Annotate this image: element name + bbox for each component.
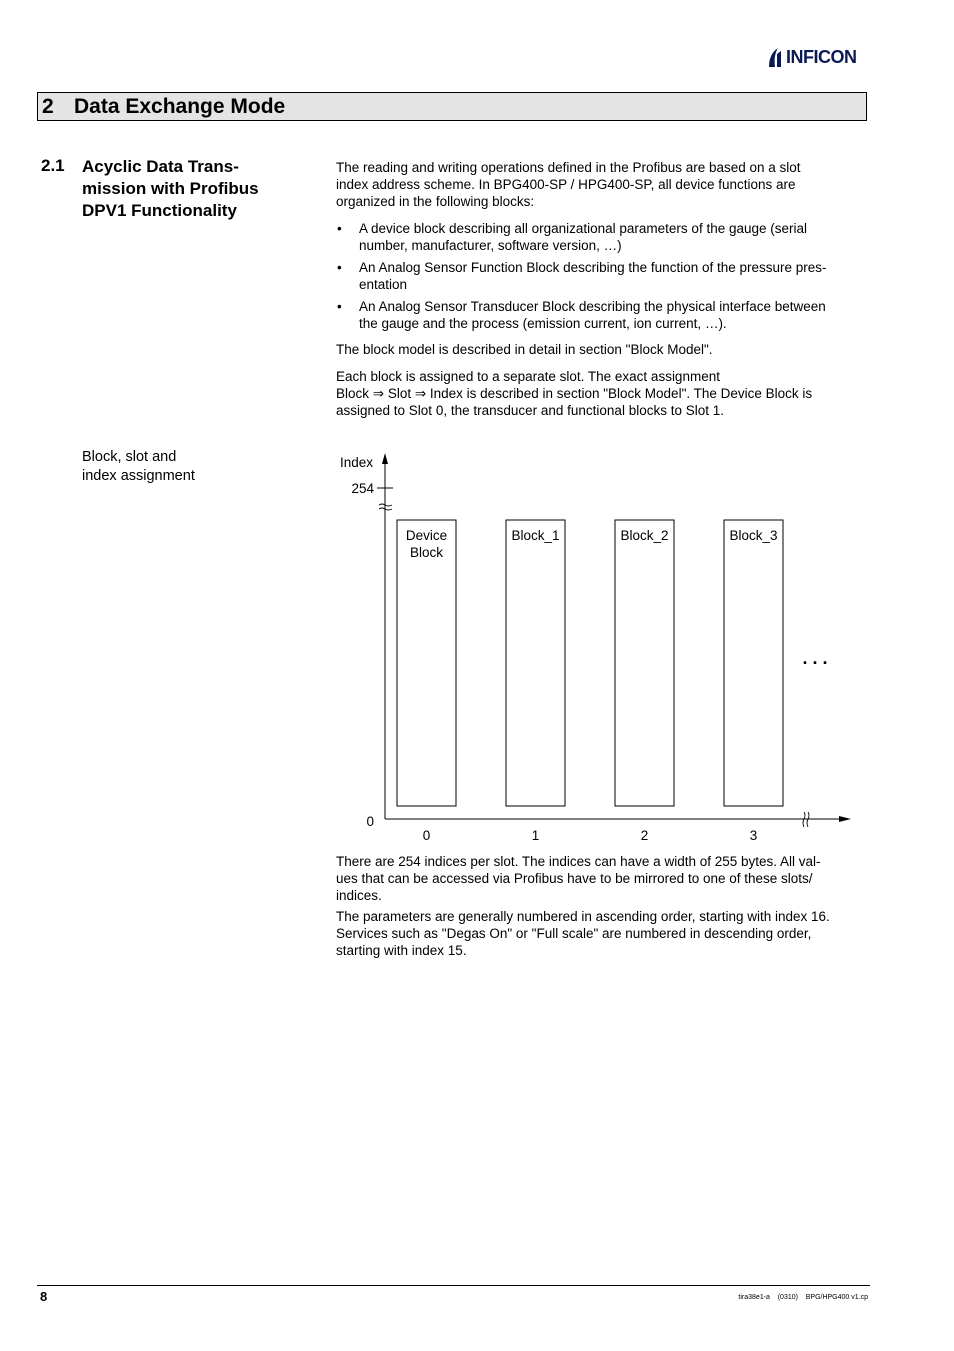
block-label: Block — [409, 545, 444, 560]
slot-index-diagram — [330, 448, 860, 848]
text-line: Each block is assigned to a separate slot. The exact assignment — [336, 369, 720, 384]
text-line: entation — [359, 277, 408, 292]
block-1 — [506, 520, 565, 806]
text-line: The reading and writing operations defined in the Profibus are based on a slot — [336, 160, 801, 175]
list-item — [336, 220, 866, 254]
text-line: index assignment — [82, 468, 195, 484]
document-reference: tira38e1-a (0310) BPG/HPG400 v1.cp — [738, 1294, 868, 1301]
numbering-paragraph — [336, 908, 866, 959]
section-title-line: Acyclic Data Trans- — [82, 157, 239, 176]
text-line: starting with index 15. — [336, 943, 467, 958]
continuation-dots: . . . — [802, 648, 828, 668]
text-line: organized in the following blocks: — [336, 194, 535, 209]
text-line: An Analog Sensor Function Block describing the function of the pressure pres- — [359, 260, 827, 275]
block-label: Block_1 — [511, 528, 560, 543]
intro-paragraph — [336, 159, 866, 210]
bullet-icon: • — [337, 299, 342, 314]
bullet-icon: • — [337, 221, 342, 236]
y-origin-label: 0 — [366, 814, 374, 829]
bullet-icon: • — [337, 260, 342, 275]
x-axis-arrow-icon — [839, 816, 851, 822]
inficon-swoosh-icon — [766, 46, 784, 68]
block-label: Block_3 — [729, 528, 778, 543]
section-title — [82, 156, 307, 222]
page-number: 8 — [40, 1289, 48, 1304]
slot-label: 2 — [640, 828, 649, 843]
device-block — [397, 520, 456, 806]
text-line: assigned to Slot 0, the transducer and functional blocks to Slot 1. — [336, 403, 724, 418]
block-3 — [724, 520, 783, 806]
text-line: The parameters are generally numbered in ascending order, starting with index 16. — [336, 909, 830, 924]
list-item — [336, 259, 866, 293]
text-line: Block, slot and — [82, 449, 177, 465]
chapter-title: Data Exchange Mode — [74, 94, 286, 118]
block-2 — [615, 520, 674, 806]
block-label: Block_2 — [620, 528, 669, 543]
figure-side-label — [82, 448, 282, 486]
text-line: An Analog Sensor Transducer Block describing the physical interface between — [359, 299, 826, 314]
section-number: 2.1 — [41, 156, 65, 175]
chapter-number: 2 — [42, 94, 54, 118]
y-axis-arrow-icon — [382, 453, 388, 464]
slot-label: 3 — [749, 828, 758, 843]
section-title-line: mission with Profibus — [82, 179, 259, 198]
text-line: indices. — [336, 888, 382, 903]
block-label: Device — [405, 528, 448, 543]
text-line: There are 254 indices per slot. The indices can have a width of 255 bytes. All val- — [336, 854, 821, 869]
block-model-note: The block model is described in detail in section "Block Model". — [336, 342, 713, 357]
assignment-paragraph — [336, 368, 866, 419]
text-line: the gauge and the process (emission current, ion current, …). — [359, 316, 727, 331]
list-item — [336, 298, 866, 332]
text-line: ues that can be accessed via Profibus have to be mirrored to one of these slots/ — [336, 871, 813, 886]
section-title-line: DPV1 Functionality — [82, 201, 237, 220]
text-line: Services such as "Degas On" or "Full scale" are numbered in descending order, — [336, 926, 812, 941]
y-tick-label-254: 254 — [351, 481, 374, 496]
y-axis-label: Index — [340, 455, 374, 470]
slot-label: 0 — [422, 828, 431, 843]
inficon-logo — [766, 44, 857, 70]
indices-paragraph — [336, 853, 866, 904]
footer-divider — [37, 1285, 870, 1286]
text-line: number, manufacturer, software version, …) — [359, 238, 622, 253]
slot-label: 1 — [531, 828, 540, 843]
logo-text: INFICON — [786, 46, 857, 67]
chapter-heading — [37, 92, 867, 121]
text-line: Block ⇒ Slot ⇒ Index is described in section "Block Model". The Device Block is — [336, 386, 813, 401]
text-line: index address scheme. In BPG400-SP / HPG400-SP, all device functions are — [336, 177, 796, 192]
text-line: A device block describing all organizational parameters of the gauge (serial — [359, 221, 808, 236]
block-list — [336, 220, 866, 337]
